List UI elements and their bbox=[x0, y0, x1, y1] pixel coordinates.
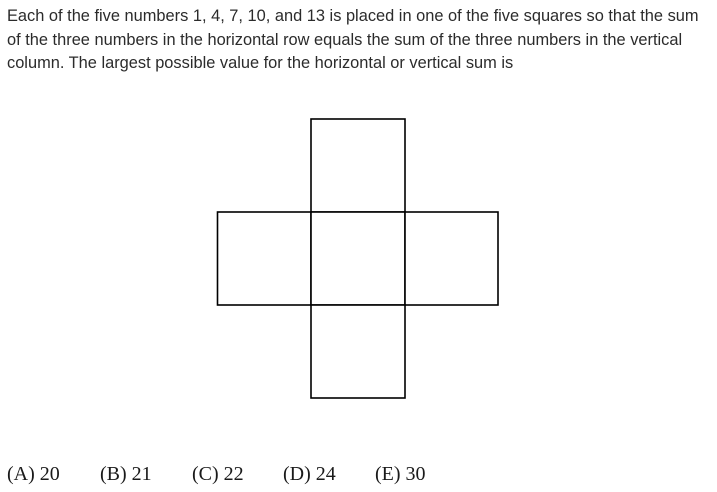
question-text: Each of the five numbers 1, 4, 7, 10, and 13 is placed in one of the five squares so that the sum of the three numbers in the horizontal row equals the sum of the three numbers in the vertical column. The largest possible value for the horizontal or vertical sum is bbox=[7, 7, 699, 72]
choice-a[interactable]: (A) 20 bbox=[7, 463, 60, 485]
choice-c[interactable]: (C) 22 bbox=[192, 463, 244, 485]
square-left bbox=[218, 212, 312, 305]
choice-b[interactable]: (B) 21 bbox=[100, 463, 152, 485]
square-bottom bbox=[311, 305, 405, 398]
square-center bbox=[311, 212, 405, 305]
choice-d[interactable]: (D) 24 bbox=[283, 463, 336, 485]
choice-e[interactable]: (E) 30 bbox=[375, 463, 426, 485]
square-top bbox=[311, 119, 405, 212]
square-right bbox=[405, 212, 498, 305]
